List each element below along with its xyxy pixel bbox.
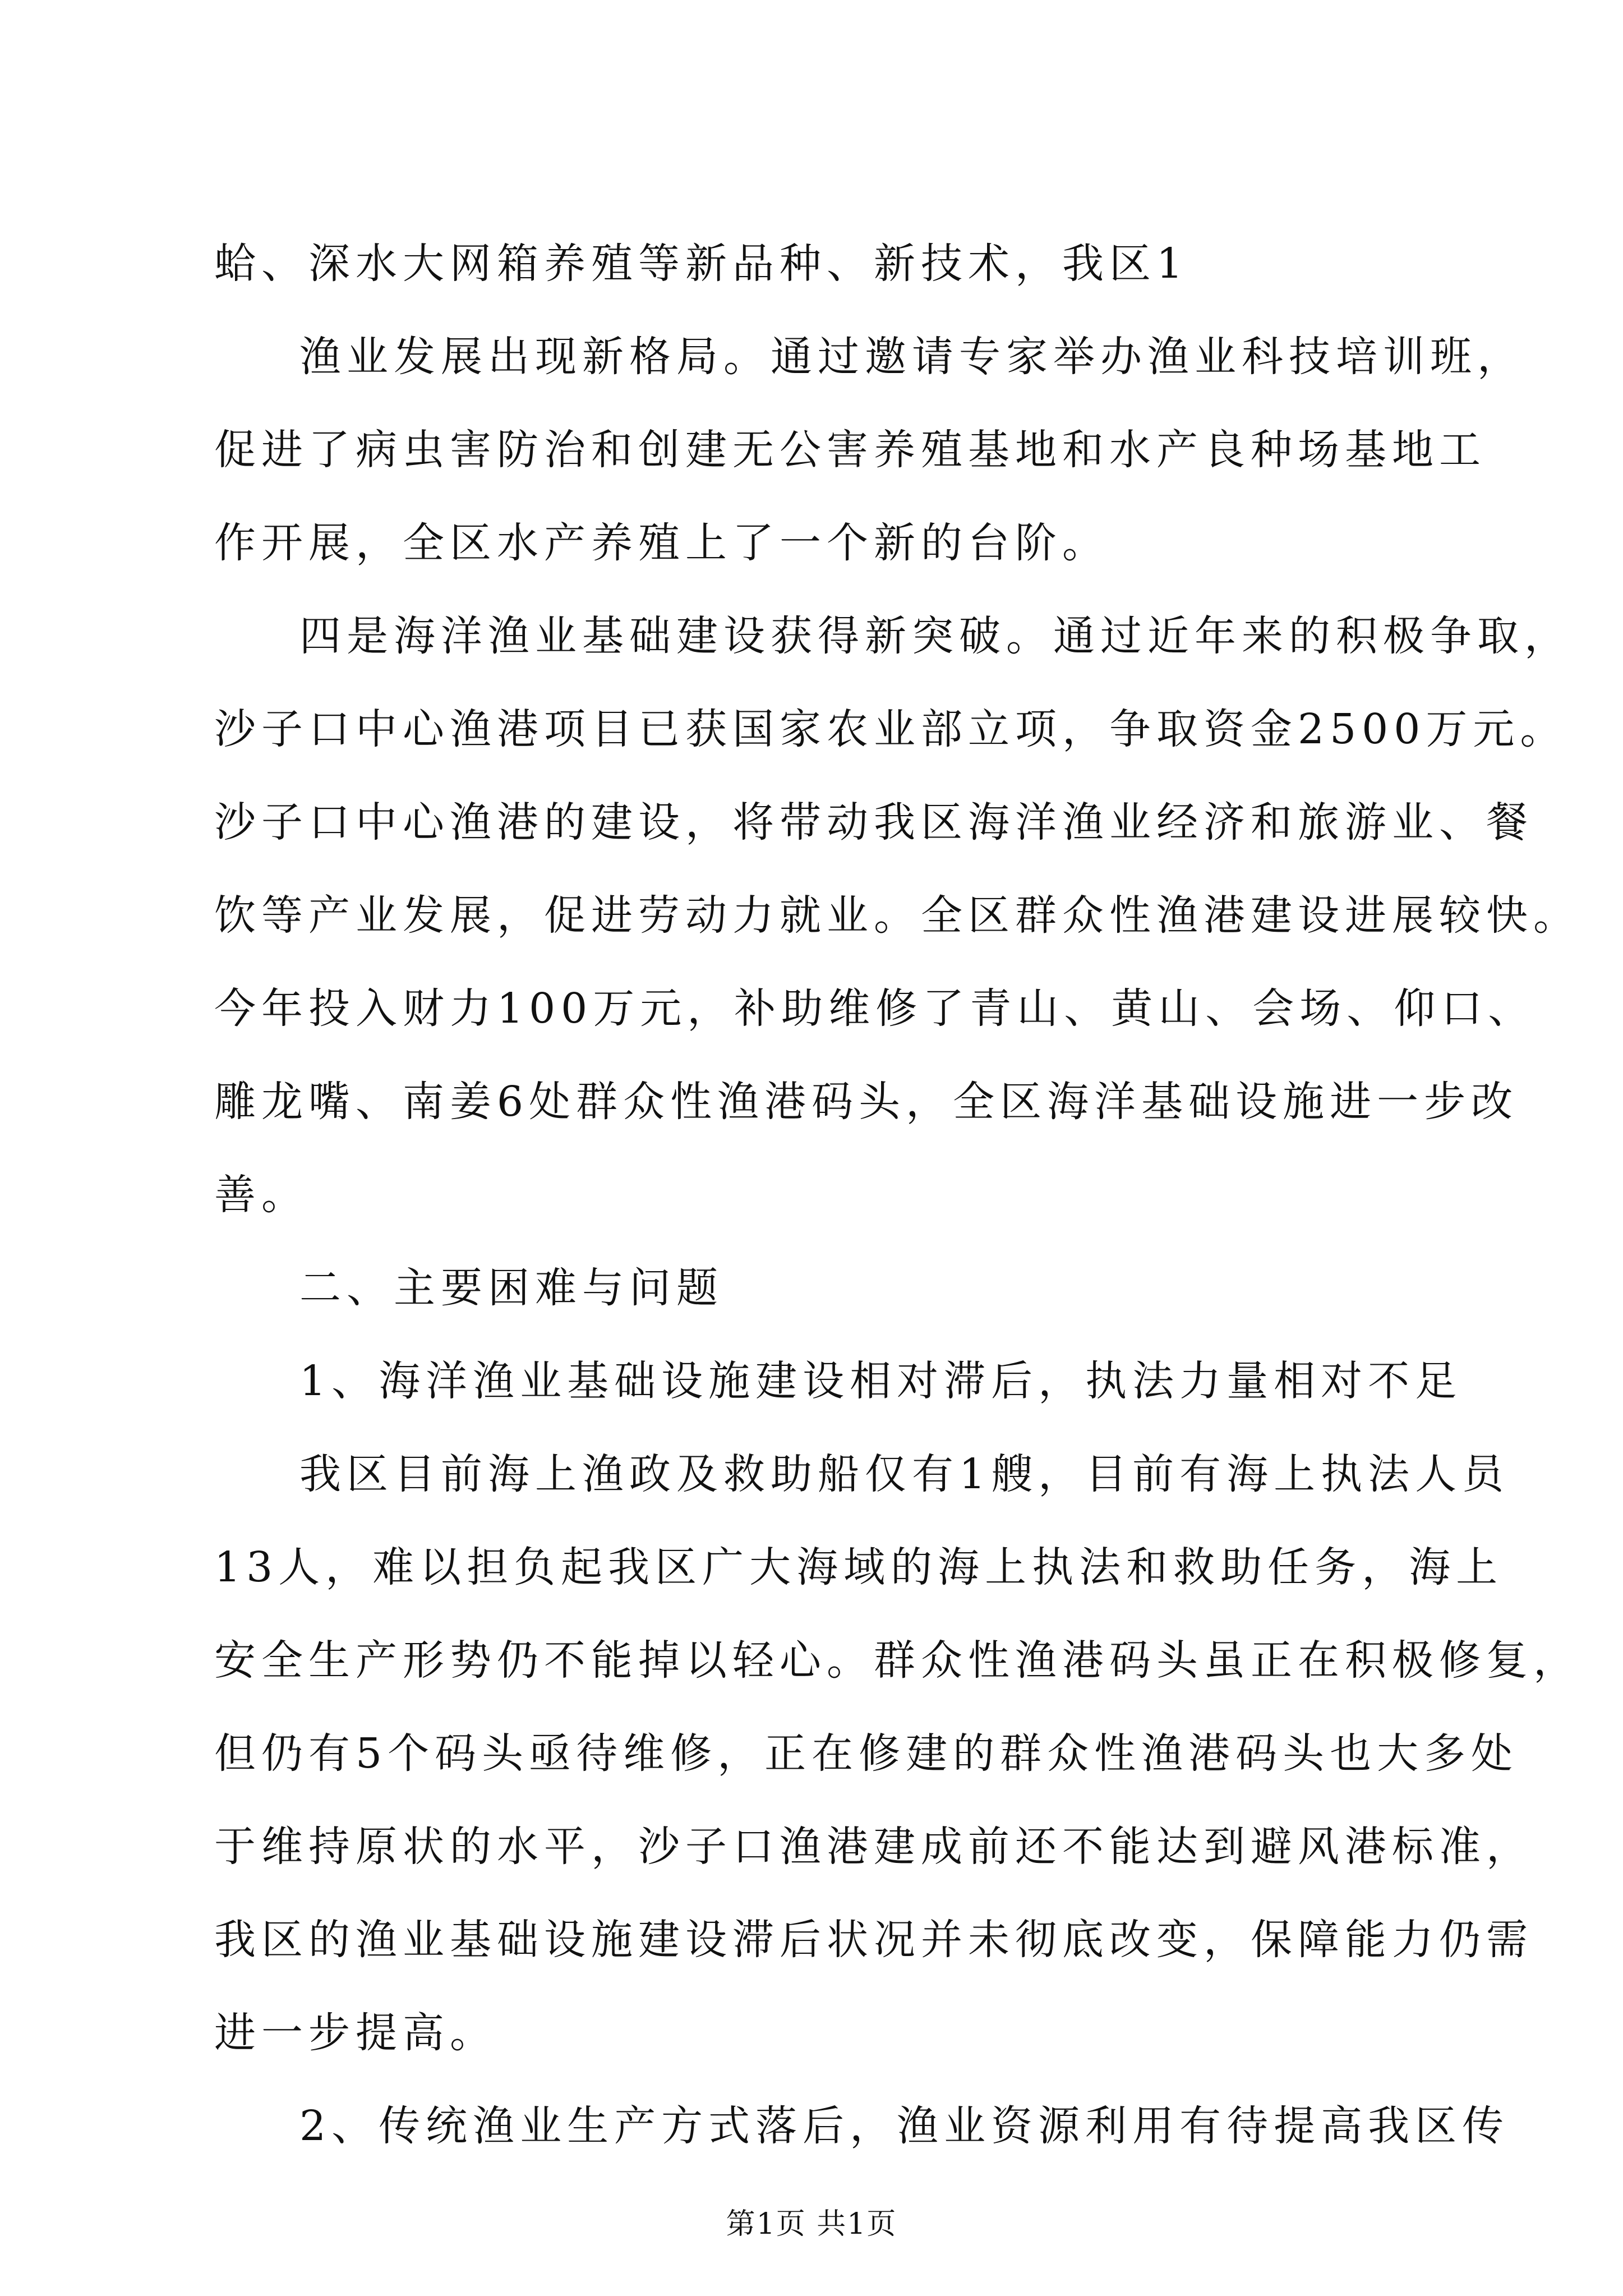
body-text-line: 沙子口中心渔港项目已获国家农业部立项，争取资金2500万元。 <box>214 705 1567 753</box>
body-text-line: 进一步提高。 <box>214 2009 497 2057</box>
body-text-line: 于维持原状的水平，沙子口渔港建成前还不能达到避风港标准， <box>214 1823 1533 1871</box>
page-footer: 第1页 共1页 <box>726 2207 897 2241</box>
body-text-line: 13人，难以担负起我区广大海域的海上执法和救助任务，海上 <box>214 1543 1504 1591</box>
body-text-line: 饮等产业发展，促进劳动力就业。全区群众性渔港建设进展较快。 <box>214 891 1580 940</box>
body-text-line: 促进了病虫害防治和创建无公害养殖基地和水产良种场基地工 <box>214 426 1486 474</box>
section-heading: 二、主要困难与问题 <box>299 1264 723 1312</box>
body-text-line: 蛤、深水大网箱养殖等新品种、新技术，我区1 <box>214 240 1189 288</box>
body-text-line: 四是海洋渔业基础建设获得新突破。通过近年来的积极争取， <box>299 612 1571 660</box>
body-text-line: 渔业发展出现新格局。通过邀请专家举办渔业科技培训班， <box>299 333 1524 381</box>
body-text-line: 雕龙嘴、南姜6处群众性渔港码头，全区海洋基础设施进一步改 <box>214 1078 1519 1126</box>
body-text-line: 今年投入财力100万元，补助维修了青山、黄山、会场、仰口、 <box>214 984 1536 1033</box>
subsection-heading: 2、传统渔业生产方式落后，渔业资源利用有待提高我区传 <box>299 2102 1510 2150</box>
body-text-line: 但仍有5个码头亟待维修，正在修建的群众性渔港码头也大多处 <box>214 1729 1519 1778</box>
body-text-line: 安全生产形势仍不能掉以轻心。群众性渔港码头虽正在积极修复， <box>214 1636 1580 1685</box>
body-text-line: 沙子口中心渔港的建设，将带动我区海洋渔业经济和旅游业、餐 <box>214 798 1533 846</box>
body-text-line: 作开展，全区水产养殖上了一个新的台阶。 <box>214 519 1109 567</box>
body-text-line: 我区的渔业基础设施建设滞后状况并未彻底改变，保障能力仍需 <box>214 1916 1533 1964</box>
body-text-line: 我区目前海上渔政及救助船仅有1艘，目前有海上执法人员 <box>299 1450 1510 1498</box>
subsection-heading: 1、海洋渔业基础设施建设相对滞后，执法力量相对不足 <box>299 1357 1463 1405</box>
body-text-line: 善。 <box>214 1171 308 1219</box>
